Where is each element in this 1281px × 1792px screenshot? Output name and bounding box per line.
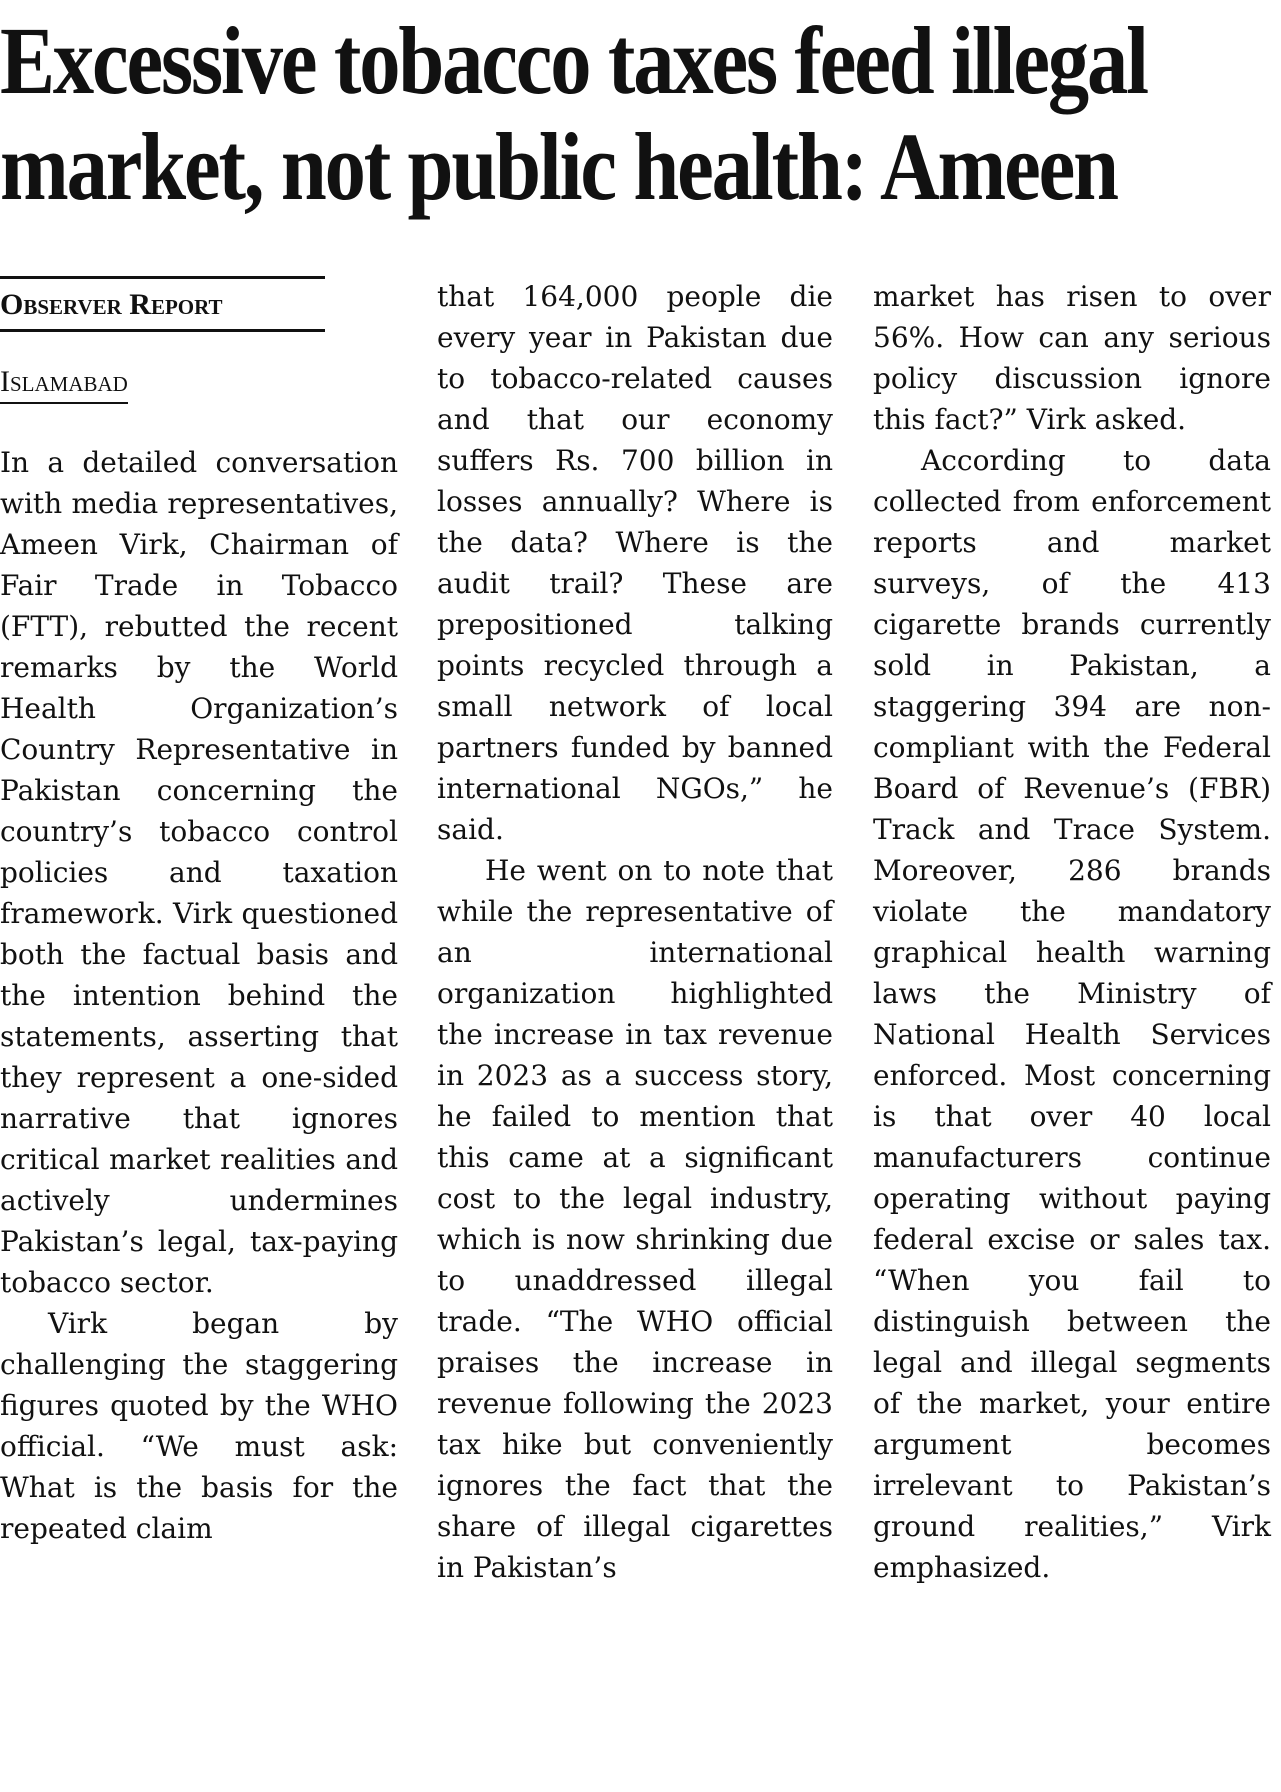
article-column-1	[0, 276, 398, 1549]
byline: Observer Report	[0, 276, 325, 332]
paragraph: Virk began by challenging the staggering figures quoted by the WHO official. “We must ask: What is the basis for the repeated claim	[0, 1307, 398, 1545]
paragraph: According to data collected from enforcement reports and market surveys, of the 413 cigarette brands currently sold in Pakistan, a staggering 394 are non-compliant with the Federal Board of Revenue’s (FBR) Track and Trace System. Moreover, 286 brands violate the mandatory graphical health warning laws the Ministry of National Health Services enforced. Most concerning is that over 40 local manufacturers continue operating without paying federal excise or sales tax. “When you fail to distinguish between the legal and illegal segments of the market, your entire argument becomes irrelevant to Pakistan’s ground realities,” Virk emphasized.	[873, 444, 1271, 1584]
paragraph: In a detailed conversation with media representatives, Ameen Virk, Chairman of Fair Trade in Tobacco (FTT), rebutted the recent remarks by the World Health Organization’s Country Representative in Pakistan concerning the country’s tobacco control policies and taxation framework. Virk questioned both the factual basis and the intention behind the statements, asserting that they represent a one-sided narrative that ignores critical market realities and actively undermines Pakistan’s legal, tax-paying tobacco sector.	[0, 446, 398, 1299]
headline-line-1: Excessive tobacco taxes feed illegal	[0, 7, 1147, 114]
article-column-3	[873, 276, 1271, 1588]
headline	[0, 7, 1147, 220]
paragraph: He went on to note that while the representative of an international organization highlighted the increase in tax revenue in 2023 as a success story, he failed to mention that this came at a significant cost to the legal industry, which is now shrinking due to unaddressed illegal trade. “The WHO official praises the increase in revenue following the 2023 tax hike but conveniently ignores the fact that the share of illegal cigarettes in Pakistan’s	[437, 854, 833, 1584]
paragraph: that 164,000 people die every year in Pakistan due to tobacco-related causes and that our economy suffers Rs. 700 billion in losses annually? Where is the data? Where is the audit trail? These are prepositioned talking points recycled through a small network of local partners funded by banned international NGOs,” he said.	[437, 280, 833, 846]
dateline: Islamabad	[0, 362, 128, 404]
paragraph: market has risen to over 56%. How can any serious policy discussion ignore this fact?” Virk asked.	[873, 280, 1271, 436]
headline-line-2: market, not public health: Ameen	[0, 113, 1117, 220]
article-column-2	[437, 276, 833, 1588]
